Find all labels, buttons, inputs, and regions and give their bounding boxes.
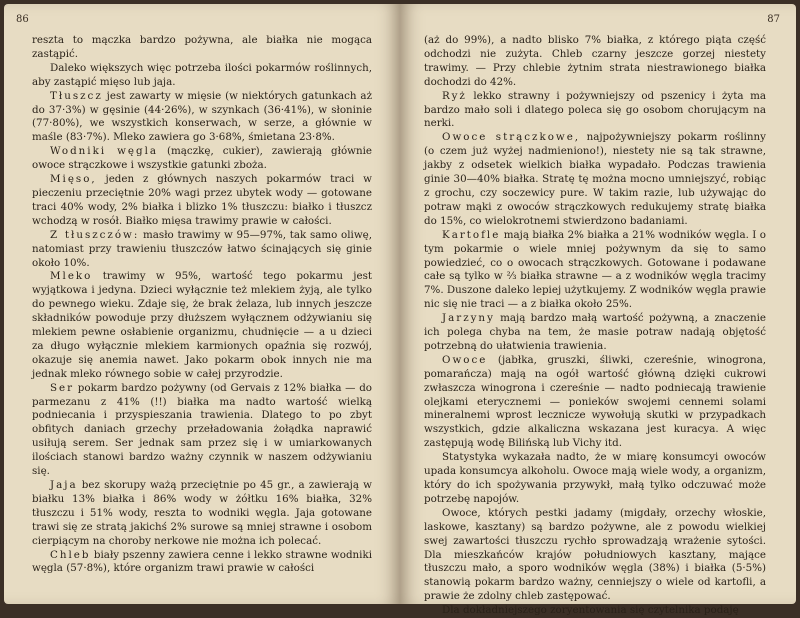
paragraph-lead-term: Tłuszcz xyxy=(50,89,103,102)
paragraph xyxy=(32,90,372,146)
paragraph-text: pokarm bardzo pożywny (od Gervais z 12% białka — do parmezanu z 41% (!!) białka ma nadto wartość wielką podniecania i przyspieszania trawienia. Dlatego to po zbyt obfitych daniach grzechy przeładowania żołądka naprawić usiłują serem. Ser jednak sam przez się i w umiarkowanych ilościach stanowi bardzo ważny czynnik w naszem odżywianiu się. xyxy=(32,381,372,478)
paragraph-text: masło trawimy w 95—97%, tak samo oliwę, natomiast przy trawieniu tłuszczów łatwo ścinających się ginie około 10%. xyxy=(32,228,373,269)
paragraph xyxy=(32,479,372,549)
paragraph xyxy=(424,507,766,604)
paragraph xyxy=(32,229,372,271)
paragraph-text: biały pszenny zawiera cenne i lekko strawne wodniki węgla (57·8%), które organizm trawi prawie w całości xyxy=(32,548,372,575)
book-spread xyxy=(4,4,796,617)
paragraph xyxy=(424,34,766,90)
paragraph xyxy=(32,270,372,381)
paragraph xyxy=(424,131,766,228)
paragraph-text: (mączkę, cukier), zawierają głównie owoce strączkowe i wszystkie gatunki zboża. xyxy=(32,145,373,172)
paragraph xyxy=(424,312,766,354)
paragraph-text: mają bardzo małą wartość pożywną, a znaczenie ich polega chyba na tem, że masie potraw nadają objętość potrzebną do ułatwienia trawienia. xyxy=(424,312,766,352)
paragraph-lead-term: Owoce xyxy=(442,353,488,366)
page-number-left: 86 xyxy=(16,14,29,25)
paragraph-text: lekko strawny i pożywniejszy od pszenicy i żyta ma bardzo mało soli i dlatego poleca się go osobom chorującym na nerki. xyxy=(424,89,766,130)
paragraph xyxy=(32,549,372,577)
paragraph-text: najpożywniejszy pokarm roślinny (o czem już wyżej nadmieniono!), niestety nie są tak strawne, jakby z odsetek wielkich białka wypadało. Podczas trawienia ginie 30—40% białka. Stratę tę można mocno umniejszyć, robiąc z grochu, czy soczewicy pure. W takim razie, lub używając do potraw mąki z owoców strączkowych redukujemy stratę białka do 15%, co wielokrotnemi stwierdzono badaniami. xyxy=(424,131,766,227)
left-page xyxy=(4,4,400,604)
paragraph-text: mają białka 2% białka a 21% wodników węgla. I o tym pokarmie o wiele mniej pożywnym da się to samo powiedzieć, co o owocach strączkowych. Gotowane i podawane całe są tylko w ⅔ białka strawne — a z wodników węgla tracimy 7%. Duszone daleko lepiej użytkujemy. Z wodników węgla prawie nic się nie traci — a z białka około 25%. xyxy=(424,228,766,311)
paragraph xyxy=(32,382,372,479)
paragraph xyxy=(32,34,372,62)
paragraph-lead-term: Chleb xyxy=(50,548,91,561)
page-number-right: 87 xyxy=(767,14,780,25)
paragraph-lead-term: Z tłuszczów: xyxy=(50,228,140,241)
paragraph-lead-term: Jaja xyxy=(50,479,78,491)
paragraph-lead-term: Mięso, xyxy=(50,173,97,186)
paragraph xyxy=(424,451,766,507)
paragraph-text: (jabłka, gruszki, śliwki, czereśnie, winogrona, pomarańcza) mają na ogół wartość główną dzięki cukrowi zwłaszcza winogrona i czereśnie — nadto podniecają trawienie olejkami eterycznemi — ponieków swojemi cennemi solami mineralnemi wprost lecznicze wywołują skutki w przypadkach wszystkich, gdzie alkaliczna wskazana jest kuracya. A więc zastępują wodę Bilińską lub Vichy itd. xyxy=(424,353,766,450)
paragraph xyxy=(32,173,372,229)
left-page-text xyxy=(32,34,372,598)
paragraph-text: Statystyka wykazała nadto, że w miarę konsumcyi owoców upada konsumcya alkoholu. Owoce mają wiele wody, a organizm, który do ich spożywania przywykł, małą tylko odczuwać może potrzebę napojów. xyxy=(424,451,766,505)
paragraph-lead-term: Owoce strączkowe, xyxy=(442,131,581,144)
paragraph-lead-term: Mleko xyxy=(50,270,93,283)
paragraph-text: Owoce, których pestki jadamy (migdały, orzechy włoskie, laskowe, kasztany) są bardzo pożywne, ale z powodu wielkiej swej zawartości tłuszczu rychło sprowadzają wrażenie sytości. Dla mieszkańców krajów południowych kasztany, mające tłuszczu mało, a sporo wodników węgla (38%) i białka (5·5%) stanowią pokarm bardzo ważny, cenniejszy o wiele od kartofli, a prawie że zdolny chleb zastępować. xyxy=(424,506,766,603)
paragraph-text: Dla dokładniejszego zoryentowania się czytelnika podaję xyxy=(442,604,739,617)
paragraph-lead-term: Jarzyny xyxy=(442,312,495,325)
paragraph-text: trawimy w 95%, wartość tego pokarmu jest wyjątkowa i jedyna. Dzieci wyłącznie też mlekiem żyją, ale tylko do pewnego wieku. Zdaje się, że brak żelaza, lub innych jeszcze składników powoduje przy dłuższem wyłącznem odżywianiu się mlekiem pewne osłabienie organizmu, chudnięcie — a u dzieci za długo wyłącznie mlekiem karmionych opaźnia się rozwój, okazuje się anemia nawet. Jako pokarm obok innych nie ma jednak mleko równego sobie w całej przyrodzie. xyxy=(32,270,372,380)
paragraph xyxy=(32,62,372,90)
paragraph-text: jest zawarty w mięsie (w niektórych gatunkach aż do 37·3%) w gęsinie (44·26%), w szynkach (36·41%), w słoninie (77·80%), we wszystkich konserwach, w serze, a głównie w maśle (83·7%). Mleko zawiera go 3·68%, śmietana 23·8%. xyxy=(32,89,372,144)
paragraph xyxy=(424,354,766,451)
right-page xyxy=(400,4,796,617)
paragraph-text: Daleko większych więc potrzeba ilości pokarmów roślinnych, aby zastąpić mięso lub jaja. xyxy=(32,61,372,88)
paragraph-text: jeden z głównych naszych pokarmów traci w pieczeniu przeciętnie 20% wagi przez ubytek wody — gotowane traci 40% wody, 2% białka i blizko 1% tłuszczu: białko i tłuszcz wchodzą w rosół. Białko mięsa trawimy prawie w całości. xyxy=(32,173,372,227)
paragraph-lead-term: Ryż xyxy=(442,89,467,102)
paragraph xyxy=(424,604,766,618)
paragraph-lead-term: Wodniki węgla xyxy=(50,145,159,158)
right-page-text xyxy=(424,34,766,617)
paragraph-text: (aż do 99%), a nadto blisko 7% białka, z którego piąta część odchodzi nie zużyta. Chleb czarny jeszcze gorzej niestety trawimy. — Przy chlebie żytnim strata niestrawionego białka dochodzi do 42%. xyxy=(424,34,766,88)
paragraph-lead-term: Kartofle xyxy=(442,228,501,241)
paragraph-text: bez skorupy ważą przeciętnie po 45 gr., a zawierają w białku 13% białka i 86% wody w żółtku 16% białka, 32% tłuszczu i 51% wody, reszta to wodniki węgla. Jaja gotowane trawi się ze stratą jakichś 2% surowe są mniej strawne i osobom cierpiącym na choroby nerkowe nie można ich polecać. xyxy=(32,479,372,547)
paragraph-lead-term: Ser xyxy=(50,381,75,394)
paragraph-text: reszta to mączka bardzo pożywna, ale białka nie mogąca zastąpić. xyxy=(32,34,372,60)
paragraph xyxy=(424,90,766,132)
paragraph xyxy=(32,145,372,173)
paragraph xyxy=(424,229,766,312)
